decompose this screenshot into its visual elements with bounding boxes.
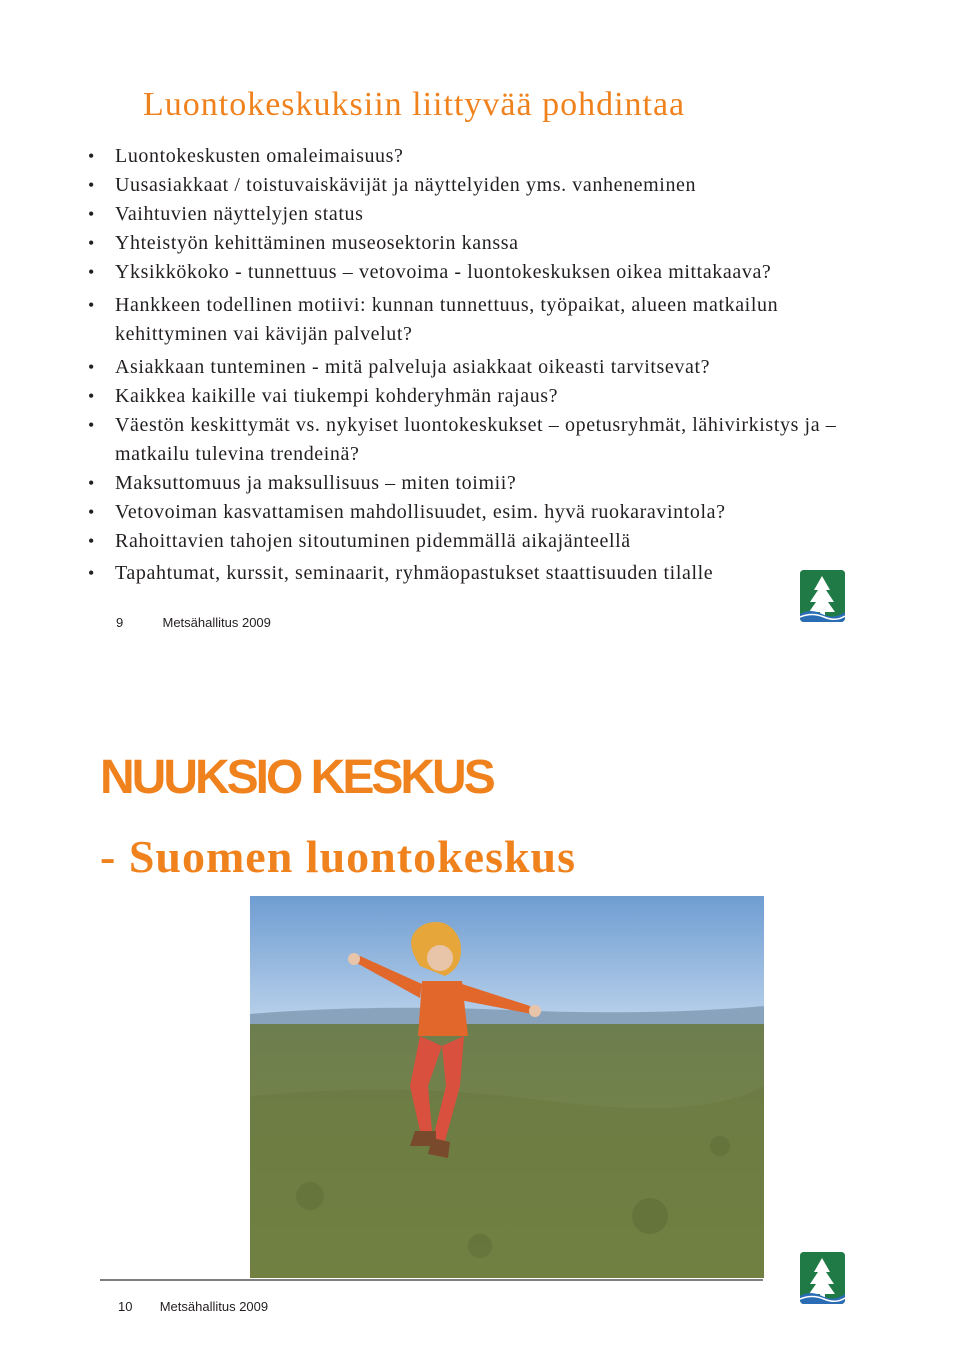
metsahallitus-logo-icon — [800, 570, 845, 622]
slide-title: NUUKSIO KESKUS — [100, 751, 493, 804]
list-item: • Yhteistyön kehittäminen museosektorin kanssa — [88, 229, 868, 258]
list-item: • Väestön keskittymät vs. nykyiset luontokeskukset – opetusryhmät, lähivirkistys ja – matkailu tulevina trendeinä? — [88, 411, 868, 469]
slide-9 — [0, 0, 960, 670]
list-item: • Tapahtumat, kurssit, seminaarit, ryhmäopastukset staattisuuden tilalle — [88, 559, 868, 586]
page-number: 10 — [118, 1299, 133, 1314]
page-footer — [118, 1299, 268, 1314]
list-item: • Yksikkökoko - tunnettuus – vetovoima - luontokeskuksen oikea mittakaava? — [88, 258, 868, 287]
divider — [100, 1279, 763, 1281]
list-item: • Hankkeen todellinen motiivi: kunnan tunnettuus, työpaikat, alueen matkailun kehittyminen vai kävijän palvelut? — [88, 291, 868, 349]
footer-org: Metsähallitus 2009 — [162, 615, 271, 630]
slide-title: Luontokeskuksiin liittyvää pohdintaa — [143, 86, 686, 123]
list-item: • Rahoittavien tahojen sitoutuminen pidemmällä aikajänteellä — [88, 527, 868, 556]
person-jumping-photo-icon — [250, 896, 764, 1278]
page-number: 9 — [116, 615, 124, 630]
list-item: • Vetovoiman kasvattamisen mahdollisuudet, esim. hyvä ruokaravintola? — [88, 498, 868, 527]
list-item: • Kaikkea kaikille vai tiukempi kohderyhmän rajaus? — [88, 382, 868, 411]
slide-subtitle: - Suomen luontokeskus — [100, 831, 577, 882]
list-item: • Uusasiakkaat / toistuvaiskävijät ja näyttelyiden yms. vanheneminen — [88, 171, 868, 200]
slide-10 — [0, 682, 960, 1367]
list-item: • Vaihtuvien näyttelyjen status — [88, 200, 868, 229]
footer-org: Metsähallitus 2009 — [159, 1299, 269, 1314]
list-item: • Maksuttomuus ja maksullisuus – miten toimii? — [88, 469, 868, 498]
bullet-list — [88, 142, 868, 586]
list-item: • Asiakkaan tunteminen - mitä palveluja asiakkaat oikeasti tarvitsevat? — [88, 353, 868, 382]
metsahallitus-logo-icon — [800, 1252, 845, 1304]
page-footer — [116, 615, 271, 630]
list-item: • Luontokeskusten omaleimaisuus? — [88, 142, 868, 171]
